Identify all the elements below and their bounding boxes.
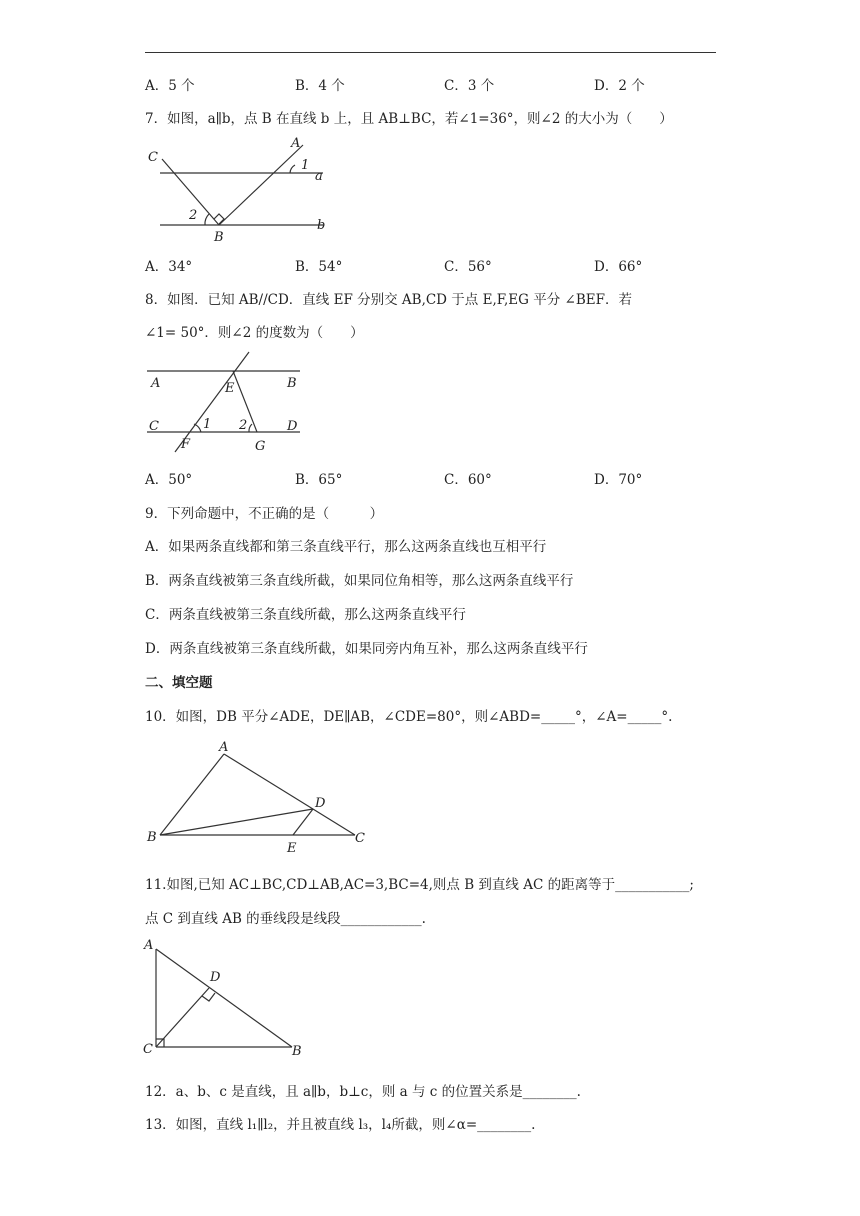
q9-option-b: B．两条直线被第三条直线所截，如果同位角相等，那么这两条直线平行	[145, 573, 574, 589]
q7-label-a-line: a	[315, 169, 323, 184]
q10-label-e: E	[287, 841, 297, 856]
q9-stem: 9．下列命题中，不正确的是（ ）	[145, 506, 384, 522]
q8-label-c: C	[149, 419, 159, 434]
q13-stem: 13．如图，直线 l₁∥l₂，并且被直线 l₃，l₄所截，则∠α=________.	[145, 1117, 536, 1133]
q10-label-a: A	[219, 740, 229, 755]
q8-label-f: F	[181, 437, 191, 452]
q11-segment-cd	[156, 988, 209, 1047]
q11-label-d: D	[210, 970, 221, 985]
q7-option-a: A．34°	[145, 259, 193, 275]
q11-figure	[140, 935, 310, 1060]
q9-option-c: C．两条直线被第三条直线所截，那么这两条直线平行	[145, 607, 466, 623]
header-rule	[145, 52, 716, 53]
q8-option-d: D．70°	[594, 472, 643, 488]
q11-label-c: C	[143, 1042, 153, 1057]
q8-label-d: D	[287, 419, 298, 434]
q12-stem: 12．a、b、c 是直线，且 a∥b，b⊥c，则 a 与 c 的位置关系是________.	[145, 1084, 581, 1100]
q7-right-angle-mark	[214, 214, 224, 224]
q8-label-b: B	[287, 376, 297, 391]
q6-option-b: B．4 个	[295, 78, 345, 94]
q10-figure	[145, 735, 375, 857]
q10-label-d: D	[315, 796, 326, 811]
q11-label-b: B	[292, 1044, 302, 1059]
q10-segment-bd	[160, 809, 313, 835]
q10-side-ab	[160, 754, 224, 835]
q8-option-c: C．60°	[444, 472, 492, 488]
q8-stem-line1: 8．如图．已知 AB//CD．直线 EF 分别交 AB,CD 于点 E,F,EG 平分 ∠BEF．若	[145, 292, 632, 308]
q7-label-b-point: B	[214, 230, 224, 245]
q7-option-d: D．66°	[594, 259, 643, 275]
q8-label-1: 1	[203, 417, 212, 432]
q6-option-d: D．2 个	[594, 78, 645, 94]
q7-figure	[145, 135, 335, 245]
q8-label-a: A	[151, 376, 161, 391]
q11-stem-line2: 点 C 到直线 AB 的垂线段是线段____________.	[145, 911, 426, 927]
q8-option-b: B．65°	[295, 472, 343, 488]
q10-segment-de	[293, 809, 313, 835]
q7-label-1: 1	[301, 158, 310, 173]
q9-option-d: D．两条直线被第三条直线所截，如果同旁内角互补，那么这两条直线平行	[145, 641, 588, 657]
q7-label-2: 2	[189, 208, 198, 223]
q6-option-c: C．3 个	[444, 78, 495, 94]
q11-stem-line1: 11.如图,已知 AC⊥BC,CD⊥AB,AC=3,BC=4,则点 B 到直线 AC 的距离等于___________;	[145, 877, 694, 893]
q11-side-ab	[156, 949, 292, 1047]
q7-option-b: B．54°	[295, 259, 343, 275]
q8-label-g: G	[255, 439, 266, 454]
q8-label-e: E	[225, 381, 235, 396]
q8-label-2: 2	[239, 418, 248, 433]
q6-option-a: A．5 个	[145, 78, 195, 94]
q8-figure	[145, 350, 305, 455]
q8-option-a: A．50°	[145, 472, 193, 488]
q8-angle-2-arc	[249, 424, 252, 432]
q11-label-a: A	[144, 938, 154, 953]
q7-stem: 7．如图，a∥b，点 B 在直线 b 上，且 AB⊥BC，若∠1=36°，则∠2 的大小为（ ）	[145, 111, 673, 127]
q7-angle-2-arc	[205, 214, 209, 225]
q7-label-c: C	[148, 150, 158, 165]
q10-label-c: C	[355, 831, 365, 846]
q7-segment-ba	[219, 145, 303, 225]
section-title: 二、填空题	[145, 675, 213, 691]
q7-angle-1-arc	[290, 165, 295, 173]
q9-option-a: A．如果两条直线都和第三条直线平行，那么这两条直线也互相平行	[145, 539, 547, 555]
q7-option-c: C．56°	[444, 259, 492, 275]
q7-label-b-line: b	[317, 218, 326, 233]
q10-side-ac	[224, 754, 355, 835]
q10-stem: 10．如图，DB 平分∠ADE，DE∥AB，∠CDE=80°，则∠ABD=_____°，∠A=_____°.	[145, 709, 673, 725]
q7-label-a-point: A	[291, 136, 301, 151]
q8-stem-line2: ∠1= 50°．则∠2 的度数为（ ）	[145, 325, 364, 341]
q10-label-b: B	[147, 830, 157, 845]
